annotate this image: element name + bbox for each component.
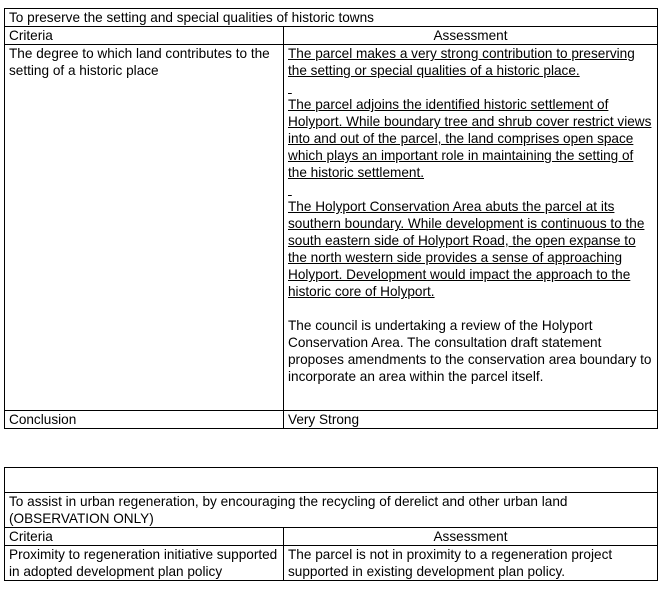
assessment-cell bbox=[284, 45, 658, 411]
table-row bbox=[5, 45, 658, 411]
table-title: To assist in urban regeneration, by encouraging the recycling of derelict and other urban land (OBSERVATION ONLY) bbox=[5, 493, 658, 528]
conclusion-row bbox=[5, 411, 658, 429]
table-title: To preserve the setting and special qualities of historic towns bbox=[5, 9, 658, 27]
purpose-table-urban-regeneration bbox=[4, 467, 658, 581]
table-row bbox=[5, 546, 658, 581]
purpose-table-historic-towns bbox=[4, 8, 658, 429]
conclusion-value: Very Strong bbox=[284, 411, 658, 429]
assessment-header: Assessment bbox=[284, 27, 658, 45]
assessment-paragraph-4: The council is undertaking a review of the Holyport Conservation Area. The consultation draft statement proposes amendments to the conservation area boundary to incorporate an area within the parcel itself. bbox=[288, 318, 652, 384]
assessment-header: Assessment bbox=[284, 528, 658, 546]
table-title-row bbox=[5, 9, 658, 27]
assessment-paragraph-3: The Holyport Conservation Area abuts the parcel at its southern boundary. While development is continuous to the south eastern side of Holyport Road, the open expanse to the north western side provides a sense of approaching Holyport. Development would impact the approach to the historic core of Holyport. bbox=[288, 199, 645, 299]
criteria-cell: Proximity to regeneration initiative supported in adopted development plan policy bbox=[5, 546, 284, 581]
table-header-row bbox=[5, 27, 658, 45]
criteria-header: Criteria bbox=[5, 27, 284, 45]
table-title-row bbox=[5, 493, 658, 528]
assessment-paragraph-2: The parcel adjoins the identified historic settlement of Holyport. While boundary tree and shrub cover restrict views into and out of the parcel, the land comprises open space which plays an important role in maintaining the setting of the historic settlement. bbox=[288, 97, 652, 180]
assessment-cell: The parcel is not in proximity to a regeneration project supported in existing development plan policy. bbox=[284, 546, 658, 581]
table-header-row bbox=[5, 528, 658, 546]
blank-row bbox=[5, 468, 658, 493]
assessment-paragraph-1: The parcel makes a very strong contribution to preserving the setting or special qualities of a historic place. bbox=[288, 46, 635, 78]
criteria-header: Criteria bbox=[5, 528, 284, 546]
criteria-cell: The degree to which land contributes to the setting of a historic place bbox=[5, 45, 284, 411]
conclusion-label: Conclusion bbox=[5, 411, 284, 429]
